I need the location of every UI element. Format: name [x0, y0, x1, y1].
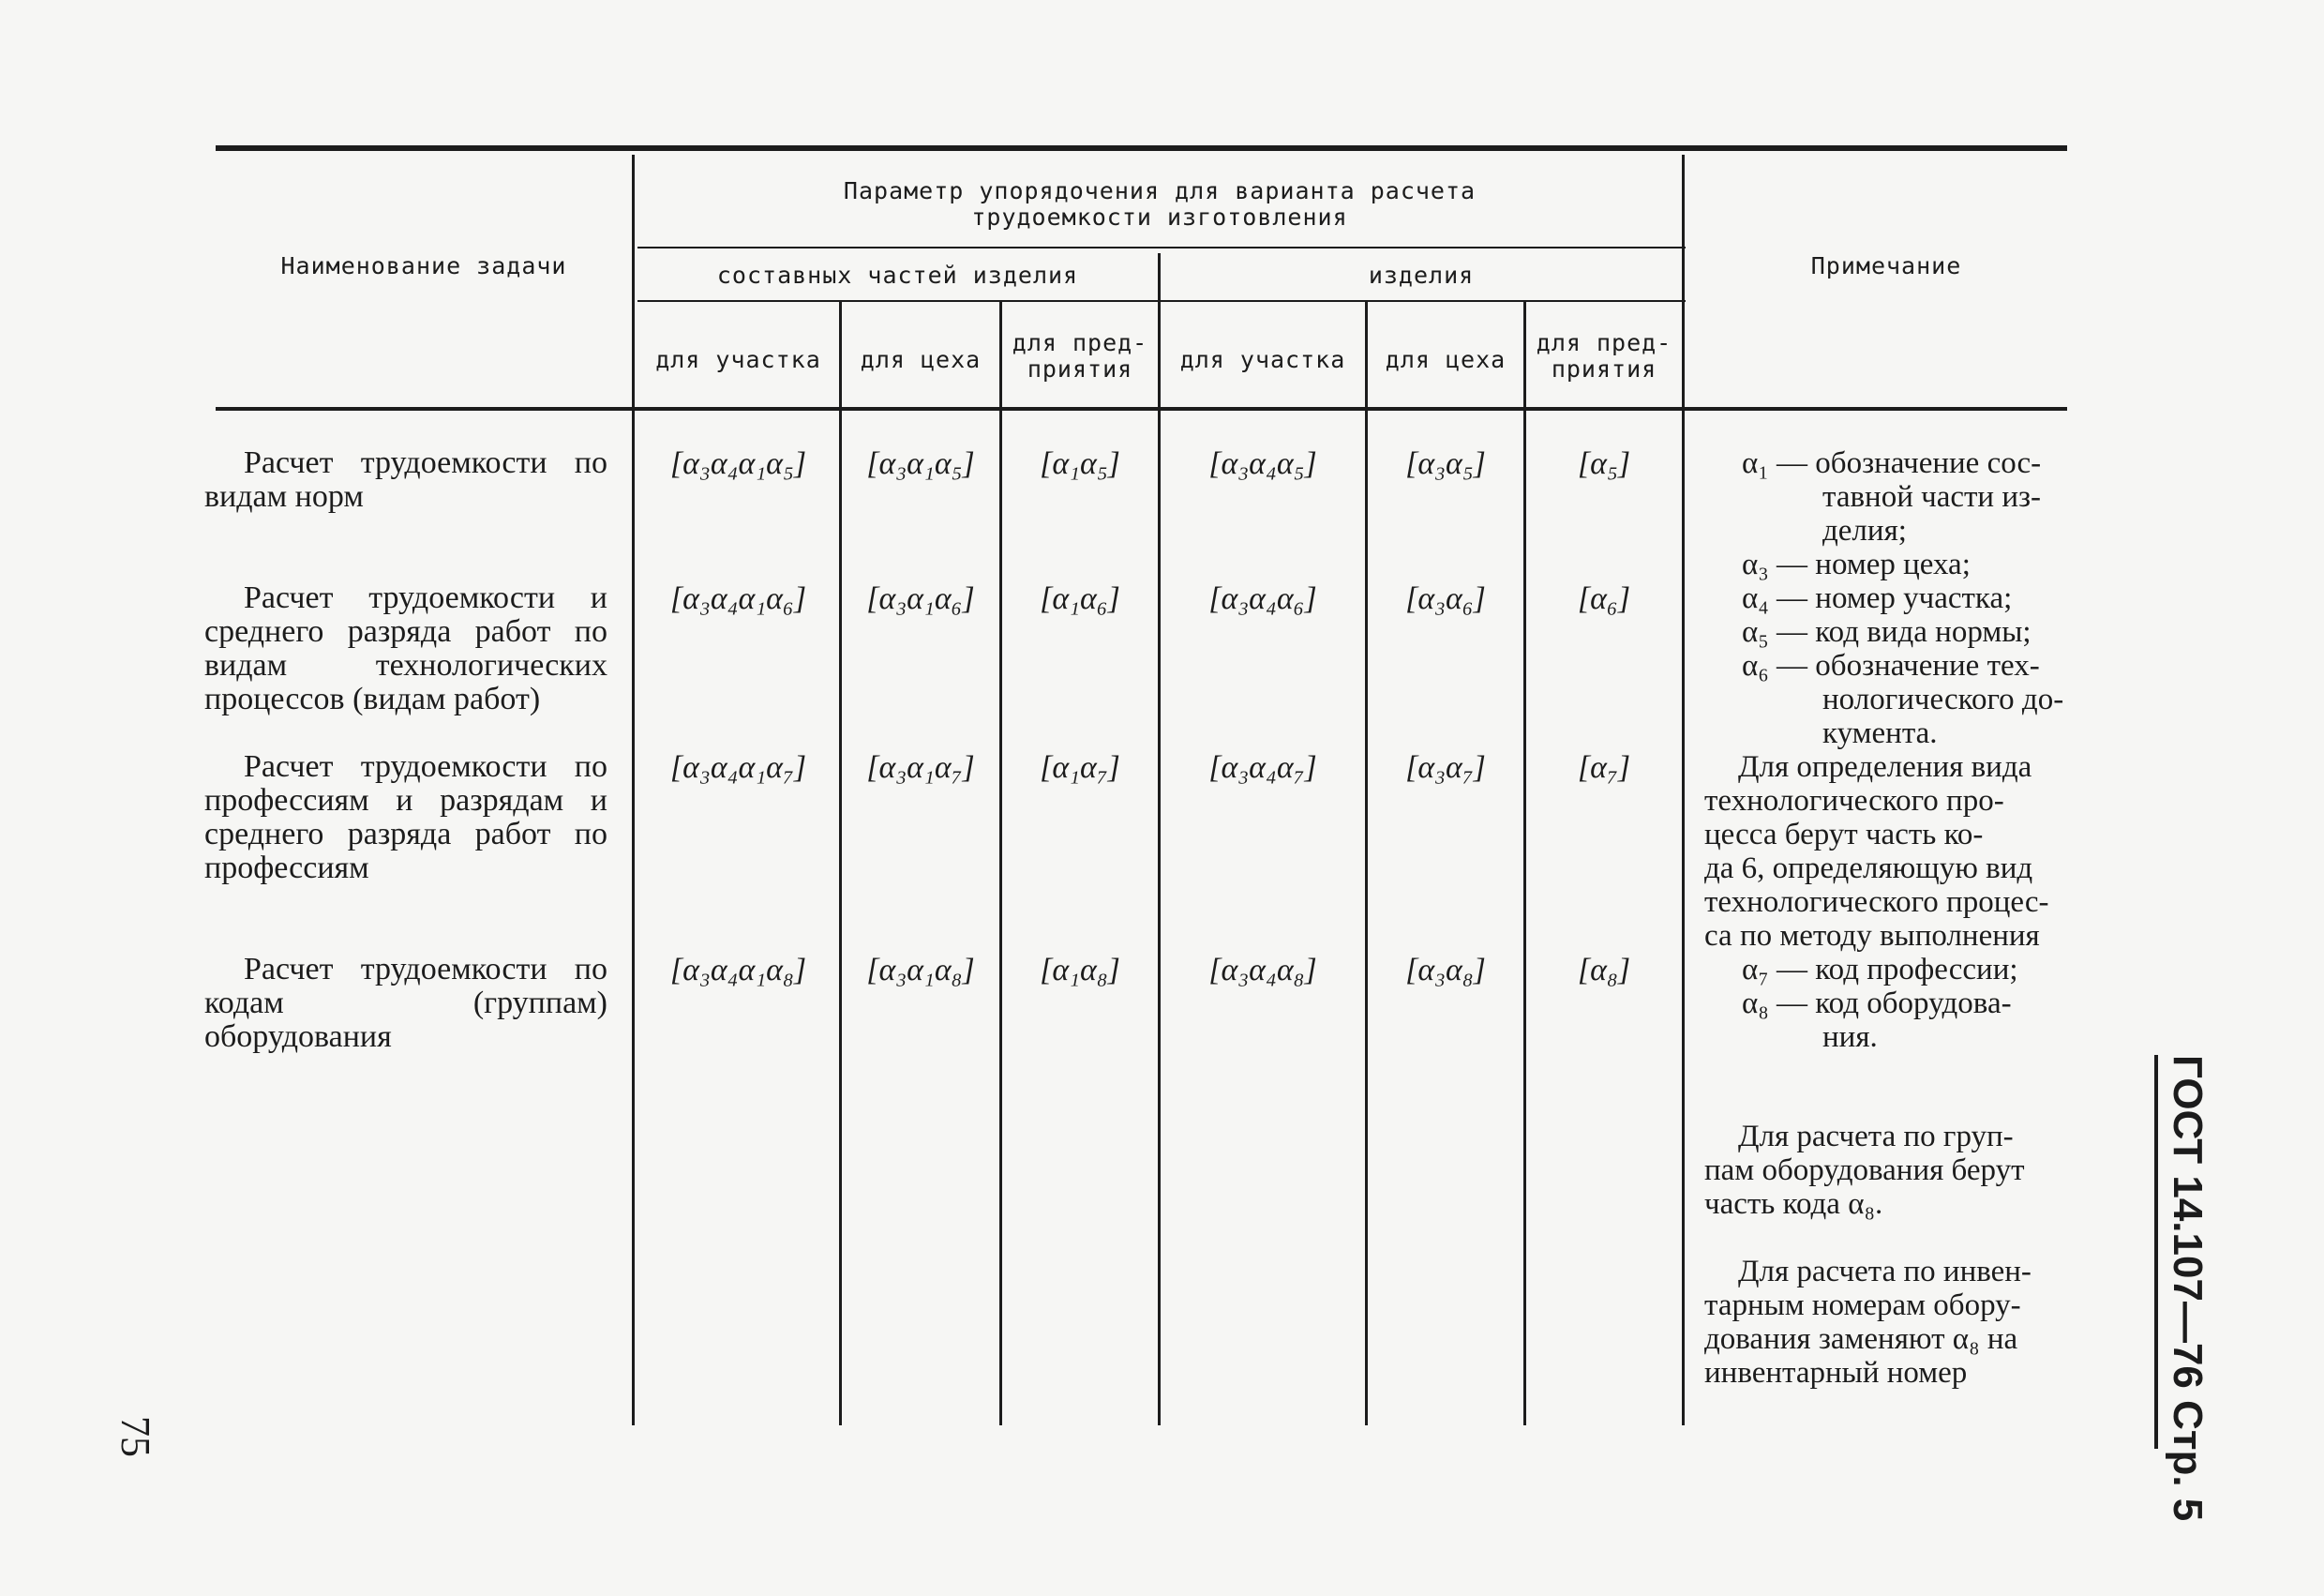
- header-sub-product: изделия: [1368, 262, 1475, 289]
- note-p3-l2: тарным номерам обору-: [1704, 1288, 2021, 1322]
- note-paragraph-process: [1704, 750, 2107, 953]
- header-col-shop-1: для цеха: [860, 346, 982, 373]
- cell-r1-c6: [α₅]: [1577, 446, 1631, 481]
- cell-r2-c1: [α₃α₄α₁α₆]: [669, 581, 807, 616]
- cell-r4-c1: [α₃α₄α₁α₈]: [669, 953, 807, 987]
- note-a4: α₄ — номер участка;: [1742, 581, 2013, 615]
- note-a1-l2: тавной части из-: [1822, 480, 2042, 514]
- cell-r4-c2: [α₃α₁α₈]: [866, 953, 975, 987]
- note-a1-l1: α₁ — обозначение сос-: [1742, 446, 2042, 480]
- note-p3-l1: Для расчета по инвен-: [1738, 1255, 2032, 1288]
- note-p3-l3: дования заменяют α₈ на: [1704, 1322, 2018, 1356]
- cell-r1-c4: [α₃α₄α₅]: [1208, 446, 1317, 481]
- header-col-enterprise-1-l1: для пред-: [1012, 329, 1148, 356]
- cell-r3-c1: [α₃α₄α₁α₇]: [669, 750, 807, 785]
- header-col-enterprise-2-l2: приятия: [1551, 354, 1657, 383]
- note-p2-l2: пам оборудования берут: [1704, 1153, 2025, 1187]
- table-top-rule: [216, 145, 2067, 151]
- header-col-shop-2: для цеха: [1385, 346, 1507, 373]
- note-a6-l1: α₆ — обозначение тех-: [1742, 649, 2040, 683]
- header-col-enterprise-1-l2: приятия: [1027, 354, 1133, 383]
- cell-r2-c4: [α₃α₄α₆]: [1208, 581, 1317, 616]
- cell-r4-c4: [α₃α₄α₈]: [1208, 953, 1317, 987]
- cell-r3-c4: [α₃α₄α₇]: [1208, 750, 1317, 785]
- header-col-section-1: для участка: [655, 346, 821, 373]
- note-a6-l3: кумента.: [1822, 716, 1938, 750]
- cell-r4-c6: [α₈]: [1577, 953, 1631, 987]
- note-p2-l1: Для расчета по груп-: [1738, 1120, 2014, 1153]
- cell-r1-c1: [α₃α₄α₁α₅]: [669, 446, 807, 481]
- header-bottom-rule: [216, 407, 2067, 411]
- cell-r4-c3: [α₁α₈]: [1040, 953, 1120, 987]
- cell-r4-c5: [α₃α₈]: [1405, 953, 1486, 987]
- vline-c3: [1158, 253, 1161, 1425]
- note-a5: α₅ — код вида нормы;: [1742, 615, 2032, 649]
- note-a1: [1742, 446, 2117, 548]
- cell-r3-c2: [α₃α₁α₇]: [866, 750, 975, 785]
- vline-task: [632, 155, 635, 1425]
- header-task-name: Наименование задачи: [280, 252, 567, 279]
- note-a1-l3: делия;: [1822, 514, 1907, 548]
- note-p1-l1: Для определения вида: [1738, 750, 2032, 784]
- note-a3: α₃ — номер цеха;: [1742, 548, 1971, 581]
- side-label-rule: [2154, 1055, 2158, 1449]
- note-a6: [1742, 649, 2117, 750]
- cell-r2-c6: [α₆]: [1577, 581, 1631, 616]
- cell-r2-c2: [α₃α₁α₆]: [866, 581, 975, 616]
- header-group-title: [637, 178, 1682, 230]
- side-label: ГОСТ 14.107—76 Стр. 5: [2165, 1055, 2211, 1522]
- subgroup-rule: [637, 300, 1686, 302]
- task-1: Расчет трудоемкости по видам норм: [204, 445, 607, 514]
- cell-r1-c3: [α₁α₅]: [1040, 446, 1120, 481]
- group-title-rule: [637, 247, 1686, 248]
- cell-r1-c2: [α₃α₁α₅]: [866, 446, 975, 481]
- note-a8-l1: α₈ — код оборудова-: [1742, 986, 2012, 1020]
- vline-note: [1682, 155, 1685, 1425]
- header-col-enterprise-2: [1526, 330, 1682, 382]
- header-group-title-l1: Параметр упорядочения для варианта расчета: [843, 177, 1477, 204]
- note-p1-l3: цесса берут часть ко-: [1704, 818, 1984, 851]
- task-3: Расчет трудоемкости по профессиям и разрядам и среднего разряда работ по профессиям: [204, 749, 607, 885]
- header-note: Примечание: [1810, 252, 1962, 279]
- note-p1-l4: да 6, определяющую вид: [1704, 851, 2033, 885]
- task-2: Расчет трудоемкости и среднего разряда работ по видам технологических процессов (видам работ): [204, 580, 607, 716]
- cell-r1-c5: [α₃α₅]: [1405, 446, 1486, 481]
- cell-r3-c5: [α₃α₇]: [1405, 750, 1486, 785]
- cell-r2-c5: [α₃α₆]: [1405, 581, 1486, 616]
- page-number: 75: [112, 1416, 158, 1457]
- note-a6-l2: нологического до-: [1822, 683, 2064, 716]
- note-p1-l2: технологического про-: [1704, 784, 2004, 818]
- note-p1-l6: са по методу выполнения: [1704, 919, 2040, 953]
- header-sub-parts: составных частей изделия: [716, 262, 1079, 289]
- header-group-title-l2: трудоемкости изготовления: [971, 203, 1348, 231]
- note-p2-l3: часть кода α₈.: [1704, 1187, 1883, 1221]
- note-p1-l5: технологического процес-: [1704, 885, 2049, 919]
- cell-r2-c3: [α₁α₆]: [1040, 581, 1120, 616]
- note-p3-l4: инвентарный номер: [1704, 1356, 1968, 1390]
- note-paragraph-groups: [1704, 1120, 2107, 1221]
- task-4: Расчет трудоемкости по кодам (группам) оборудования: [204, 952, 607, 1054]
- note-a8: [1742, 986, 2117, 1054]
- header-col-enterprise-2-l1: для пред-: [1536, 329, 1672, 356]
- note-a8-l2: ния.: [1822, 1020, 1878, 1054]
- note-a7: α₇ — код профессии;: [1742, 953, 2018, 986]
- header-col-section-2: для участка: [1179, 346, 1346, 373]
- cell-r3-c6: [α₇]: [1577, 750, 1631, 785]
- header-col-enterprise-1: [1002, 330, 1158, 382]
- cell-r3-c3: [α₁α₇]: [1040, 750, 1120, 785]
- note-paragraph-inventory: [1704, 1255, 2107, 1390]
